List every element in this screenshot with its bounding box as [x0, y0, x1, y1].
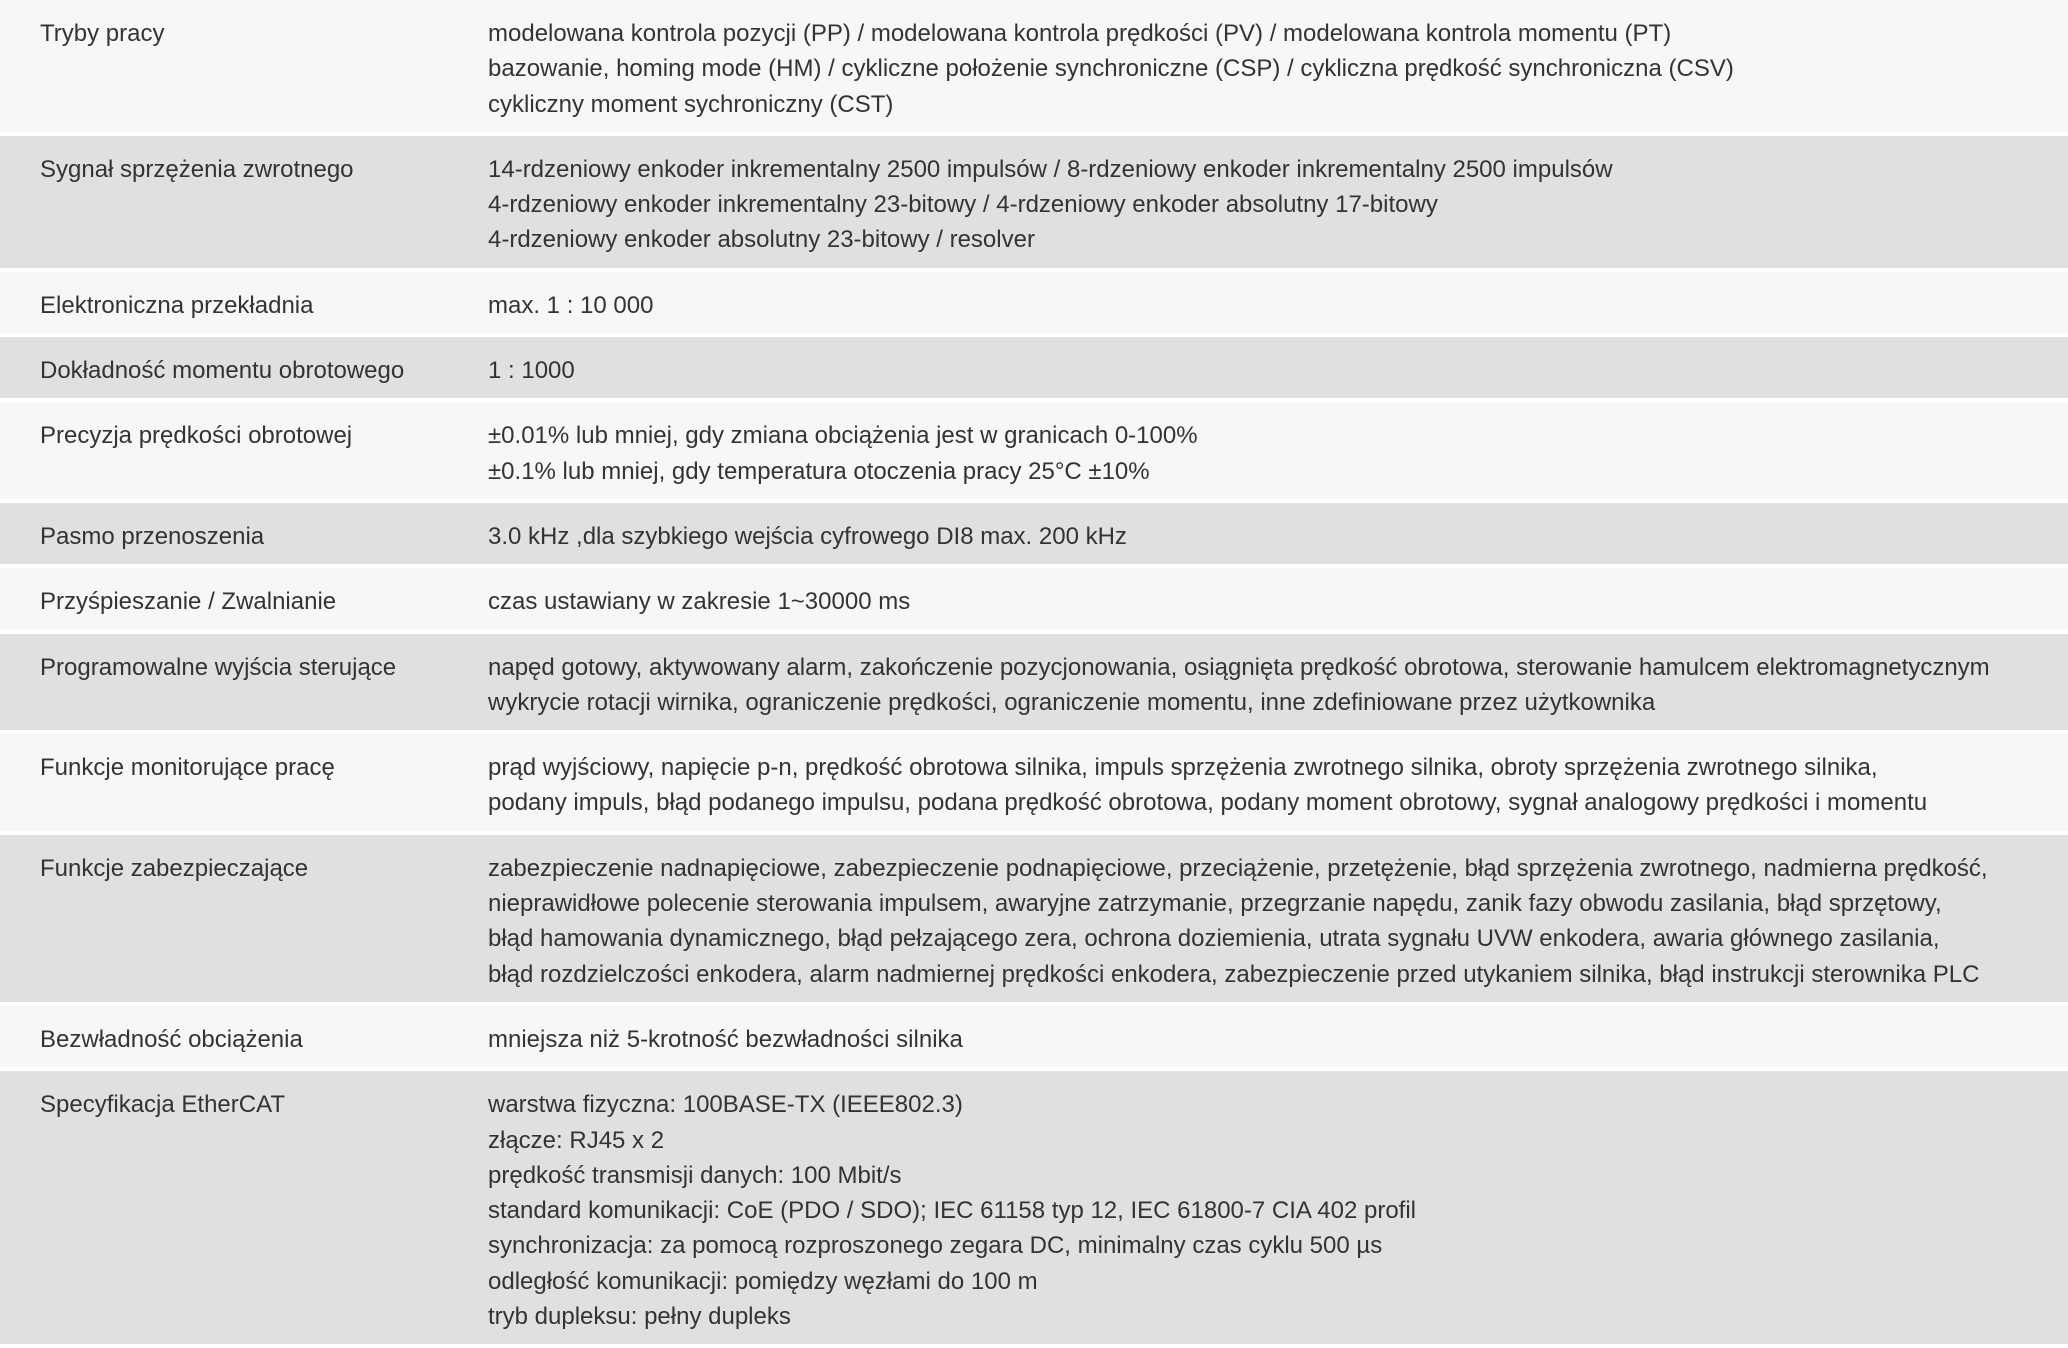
spec-values — [488, 1004, 2068, 1069]
spec-value-line: 3.0 kHz ,dla szybkiego wejścia cyfrowego DI8 max. 200 kHz — [488, 522, 1127, 550]
spec-label: Tryby pracy — [40, 20, 165, 47]
spec-value-line: nieprawidłowe polecenie sterowania impulsem, awaryjne zatrzymanie, przegrzanie napędu, zanik fazy obwodu zasilania, błąd sprzętowy, — [488, 890, 1942, 918]
spec-value-line: standard komunikacji: CoE (PDO / SDO); IEC 61158 typ 12, IEC 61800-7 CIA 402 profil — [488, 1197, 1416, 1225]
table-row — [0, 134, 2068, 270]
table-row — [0, 0, 2068, 134]
spec-values — [488, 632, 2068, 733]
spec-value-line: napęd gotowy, aktywowany alarm, zakończenie pozycjonowania, osiągnięta prędkość obrotowa, sterowanie hamulcem elektromagnetycznym — [488, 653, 1990, 681]
spec-label: Funkcje zabezpieczające — [40, 854, 309, 882]
spec-value-line: odległość komunikacji: pomiędzy węzłami do 100 m — [488, 1267, 1038, 1295]
spec-value-line: ±0.01% lub mniej, gdy zmiana obciążenia jest w granicach 0-100% — [488, 422, 1198, 450]
spec-values — [488, 335, 2068, 400]
table-row — [0, 566, 2068, 631]
spec-value-line: warstwa fizyczna: 100BASE-TX (IEEE802.3) — [488, 1091, 963, 1119]
spec-label: Precyzja prędkości obrotowej — [40, 422, 353, 450]
table-row — [0, 501, 2068, 566]
spec-value-line: 1 : 1000 — [488, 357, 575, 385]
spec-value-line: 4-rdzeniowy enkoder inkrementalny 23-bitowy / 4-rdzeniowy enkoder absolutny 17-bitowy — [488, 191, 1438, 219]
spec-value-line: modelowana kontrola pozycji (PP) / modelowana kontrola prędkości (PV) / modelowana kontrola momentu (PT) — [488, 20, 1672, 47]
spec-values — [488, 732, 2068, 833]
spec-value-line: prędkość transmisji danych: 100 Mbit/s — [488, 1161, 902, 1189]
spec-label: Bezwładność obciążenia — [40, 1025, 303, 1053]
spec-values — [488, 134, 2068, 270]
spec-values — [488, 0, 2068, 134]
spec-values — [488, 270, 2068, 335]
table-row — [0, 1069, 2068, 1346]
spec-value-line: błąd rozdzielczości enkodera, alarm nadmiernej prędkości enkodera, zabezpieczenie przed utykaniem silnika, błąd instrukcji sterownika PLC — [488, 960, 1980, 988]
spec-label: Pasmo przenoszenia — [40, 522, 265, 550]
spec-values — [488, 833, 2068, 1004]
table-row — [0, 335, 2068, 400]
spec-values — [488, 1069, 2068, 1346]
spec-value-line: 4-rdzeniowy enkoder absolutny 23-bitowy / resolver — [488, 226, 1035, 254]
spec-value-line: mniejsza niż 5-krotność bezwładności silnika — [488, 1025, 963, 1053]
spec-value-line: max. 1 : 10 000 — [488, 291, 654, 319]
spec-label: Przyśpieszanie / Zwalnianie — [40, 588, 337, 616]
table-row — [0, 400, 2068, 501]
spec-label: Specyfikacja EtherCAT — [40, 1091, 285, 1119]
table-row — [0, 632, 2068, 733]
spec-value-line: błąd hamowania dynamicznego, błąd pełzającego zera, ochrona doziemienia, utrata sygnału UVW enkodera, awaria głównego zasilania, — [488, 925, 1940, 953]
spec-value-line: czas ustawiany w zakresie 1~30000 ms — [488, 588, 911, 616]
spec-value-line: ±0.1% lub mniej, gdy temperatura otoczenia pracy 25°C ±10% — [488, 457, 1150, 485]
spec-value-line: wykrycie rotacji wirnika, ograniczenie prędkości, ograniczenie momentu, inne zdefiniowane przez użytkownika — [488, 688, 1656, 716]
spec-value-line: złącze: RJ45 x 2 — [488, 1126, 665, 1154]
table-row — [0, 833, 2068, 1004]
spec-label: Programowalne wyjścia sterujące — [40, 653, 397, 681]
spec-values — [488, 566, 2068, 631]
spec-value-line: 14-rdzeniowy enkoder inkrementalny 2500 impulsów / 8-rdzeniowy enkoder inkrementalny 2500 impulsów — [488, 155, 1613, 183]
spec-label: Sygnał sprzężenia zwrotnego — [40, 155, 354, 183]
table-row — [0, 270, 2068, 335]
spec-value-line: zabezpieczenie nadnapięciowe, zabezpieczenie podnapięciowe, przeciążenie, przetężenie, błąd sprzężenia zwrotnego, nadmierna prędkość, — [488, 854, 1988, 882]
spec-values — [488, 400, 2068, 501]
spec-values — [488, 501, 2068, 566]
spec-label: Funkcje monitorujące pracę — [40, 754, 335, 782]
table-row — [0, 1004, 2068, 1069]
spec-value-line: bazowanie, homing mode (HM) / cykliczne położenie synchroniczne (CSP) / cykliczna prędkość synchroniczna (CSV) — [488, 55, 1734, 83]
spec-label: Elektroniczna przekładnia — [40, 291, 314, 319]
spec-label: Dokładność momentu obrotowego — [40, 357, 405, 385]
table-row — [0, 732, 2068, 833]
spec-value-line: tryb dupleksu: pełny dupleks — [488, 1303, 791, 1331]
spec-value-line: cykliczny moment sychroniczny (CST) — [488, 90, 894, 118]
spec-value-line: synchronizacja: za pomocą rozproszonego zegara DC, minimalny czas cyklu 500 µs — [488, 1232, 1383, 1260]
spec-value-line: prąd wyjściowy, napięcie p-n, prędkość obrotowa silnika, impuls sprzężenia zwrotnego silnika, obroty sprzężenia zwrotnego silnika, — [488, 754, 1878, 782]
spec-value-line: podany impuls, błąd podanego impulsu, podana prędkość obrotowa, podany moment obrotowy, sygnał analogowy prędkości i momentu — [488, 789, 1928, 817]
